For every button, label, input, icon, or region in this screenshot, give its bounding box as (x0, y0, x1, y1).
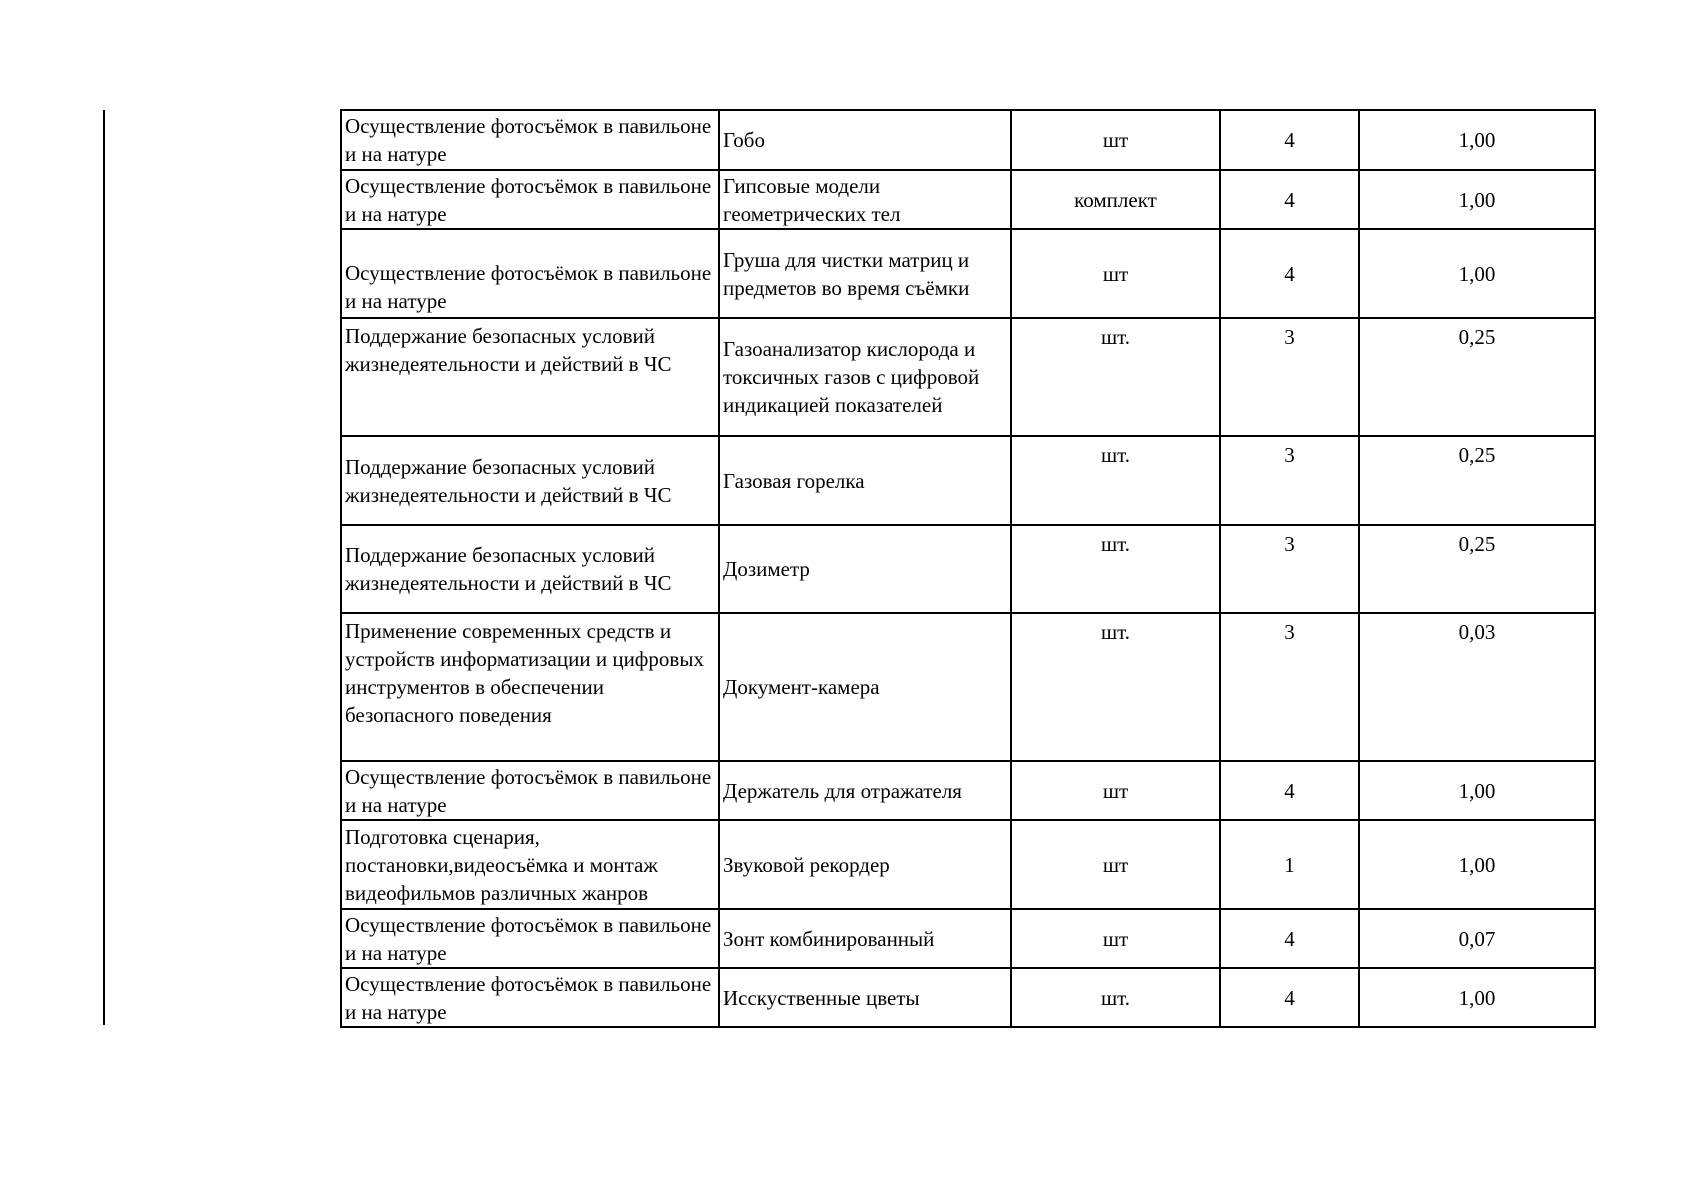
coefficient-cell: 1,00 (1359, 110, 1595, 170)
item-cell: Документ-камера (719, 613, 1011, 761)
coefficient-cell: 1,00 (1359, 968, 1595, 1027)
activity-cell: Осуществление фотосъёмок в павильоне и на натуре (341, 968, 719, 1027)
unit-cell: шт (1011, 820, 1220, 909)
table-row (341, 318, 1595, 436)
unit-cell: шт. (1011, 525, 1220, 613)
unit-cell: шт (1011, 761, 1220, 820)
item-cell: Дозиметр (719, 525, 1011, 613)
item-cell: Зонт комбинированный (719, 909, 1011, 968)
unit-cell: шт. (1011, 613, 1220, 761)
activity-cell: Осуществление фотосъёмок в павильоне и на натуре (341, 909, 719, 968)
unit-cell: шт (1011, 909, 1220, 968)
item-cell: Груша для чистки матриц и предметов во время съёмки (719, 229, 1011, 318)
coefficient-cell: 0,25 (1359, 525, 1595, 613)
coefficient-cell: 0,25 (1359, 436, 1595, 525)
item-cell: Звуковой рекордер (719, 820, 1011, 909)
activity-cell: Осуществление фотосъёмок в павильоне и на натуре (341, 110, 719, 170)
quantity-cell: 4 (1220, 110, 1359, 170)
quantity-cell: 3 (1220, 525, 1359, 613)
item-cell: Газовая горелка (719, 436, 1011, 525)
unit-cell: шт (1011, 110, 1220, 170)
coefficient-cell: 1,00 (1359, 170, 1595, 229)
unit-cell: шт. (1011, 436, 1220, 525)
quantity-cell: 3 (1220, 613, 1359, 761)
equipment-table (340, 109, 1596, 1028)
table-row (341, 613, 1595, 761)
coefficient-cell: 1,00 (1359, 761, 1595, 820)
activity-cell: Поддержание безопасных условий жизнедеятельности и действий в ЧС (341, 436, 719, 525)
table-row (341, 968, 1595, 1027)
unit-cell: шт. (1011, 968, 1220, 1027)
quantity-cell: 4 (1220, 968, 1359, 1027)
table-row (341, 909, 1595, 968)
activity-cell: Подготовка сценария, постановки,видеосъёмка и монтаж видеофильмов различных жанров (341, 820, 719, 909)
unit-cell: комплект (1011, 170, 1220, 229)
table-row (341, 820, 1595, 909)
quantity-cell: 3 (1220, 318, 1359, 436)
activity-cell: Осуществление фотосъёмок в павильоне и на натуре (341, 229, 719, 318)
coefficient-cell: 0,25 (1359, 318, 1595, 436)
table-row (341, 436, 1595, 525)
activity-cell: Поддержание безопасных условий жизнедеятельности и действий в ЧС (341, 525, 719, 613)
quantity-cell: 3 (1220, 436, 1359, 525)
activity-cell: Поддержание безопасных условий жизнедеятельности и действий в ЧС (341, 318, 719, 436)
coefficient-cell: 1,00 (1359, 229, 1595, 318)
item-cell: Гобо (719, 110, 1011, 170)
quantity-cell: 1 (1220, 820, 1359, 909)
item-cell: Исскуственные цветы (719, 968, 1011, 1027)
quantity-cell: 4 (1220, 229, 1359, 318)
activity-cell: Осуществление фотосъёмок в павильоне и на натуре (341, 170, 719, 229)
left-margin-line (103, 110, 105, 1025)
item-cell: Газоанализатор кислорода и токсичных газов с цифровой индикацией показателей (719, 318, 1011, 436)
table-row (341, 110, 1595, 170)
item-cell: Держатель для отражателя (719, 761, 1011, 820)
activity-cell: Осуществление фотосъёмок в павильоне и на натуре (341, 761, 719, 820)
unit-cell: шт (1011, 229, 1220, 318)
table-row (341, 170, 1595, 229)
unit-cell: шт. (1011, 318, 1220, 436)
table-row (341, 525, 1595, 613)
coefficient-cell: 0,07 (1359, 909, 1595, 968)
quantity-cell: 4 (1220, 170, 1359, 229)
table-row (341, 761, 1595, 820)
quantity-cell: 4 (1220, 909, 1359, 968)
coefficient-cell: 0,03 (1359, 613, 1595, 761)
quantity-cell: 4 (1220, 761, 1359, 820)
coefficient-cell: 1,00 (1359, 820, 1595, 909)
table-row (341, 229, 1595, 318)
item-cell: Гипсовые модели геометрических тел (719, 170, 1011, 229)
activity-cell: Применение современных средств и устройств информатизации и цифровых инструментов в обеспечении безопасного поведения (341, 613, 719, 761)
